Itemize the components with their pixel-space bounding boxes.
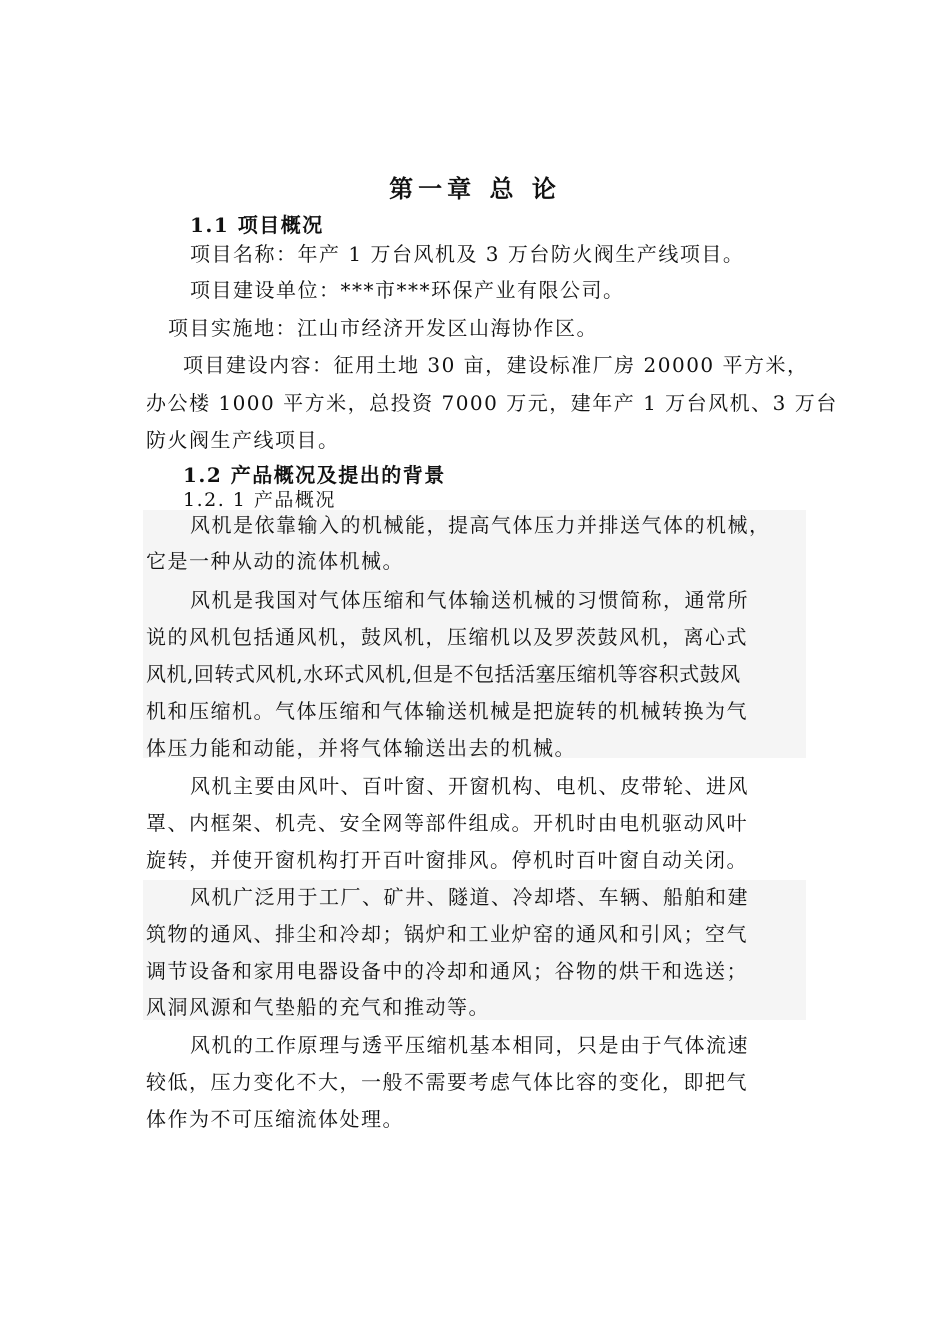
paragraph-line: 风洞风源和气垫船的充气和推动等。 (146, 995, 490, 1019)
project-unit: 项目建设单位：***市***环保产业有限公司。 (190, 278, 625, 302)
paragraph-line: 风机,回转式风机,水环式风机,但是不包括活塞压缩机等容积式鼓风 (146, 662, 741, 686)
paragraph-line: 较低，压力变化不大，一般不需要考虑气体比容的变化，即把气 (146, 1070, 748, 1094)
project-content-line: 办公楼 1000 平方米，总投资 7000 万元，建年产 1 万台风机、3 万台 (146, 391, 838, 415)
paragraph-line: 风机是依靠输入的机械能，提高气体压力并排送气体的机械， (190, 513, 771, 537)
subsection-heading-1-2-1: 1.2. 1 产品概况 (183, 489, 336, 511)
paragraph-line: 风机广泛用于工厂、矿井、隧道、冷却塔、车辆、船舶和建 (190, 885, 749, 909)
project-content-line: 项目建设内容：征用土地 30 亩，建设标准厂房 20000 平方米， (183, 353, 809, 377)
paragraph-line: 它是一种从动的流体机械。 (146, 549, 404, 573)
project-name: 项目名称：年产 1 万台风机及 3 万台防火阀生产线项目。 (190, 242, 745, 266)
project-content-line: 防火阀生产线项目。 (146, 428, 340, 452)
paragraph-line: 罩、内框架、机壳、安全网等部件组成。开机时由电机驱动风叶 (146, 811, 748, 835)
section-heading-1-2: 1.2 产品概况及提出的背景 (183, 463, 446, 487)
section-heading-1-1: 1.1 项目概况 (190, 213, 324, 237)
paragraph-line: 说的风机包括通风机，鼓风机，压缩机以及罗茨鼓风机，离心式 (146, 625, 748, 649)
paragraph-line: 筑物的通风、排尘和冷却；锅炉和工业炉窑的通风和引风；空气 (146, 922, 748, 946)
paragraph-line: 风机是我国对气体压缩和气体输送机械的习惯简称，通常所 (190, 588, 749, 612)
paragraph-line: 风机主要由风叶、百叶窗、开窗机构、电机、皮带轮、进风 (190, 774, 749, 798)
paragraph-line: 机和压缩机。气体压缩和气体输送机械是把旋转的机械转换为气 (146, 699, 748, 723)
paragraph-line: 旋转，并使开窗机构打开百叶窗排风。停机时百叶窗自动关闭。 (146, 848, 748, 872)
chapter-title: 第一章 总 论 (389, 174, 561, 203)
paragraph-line: 体压力能和动能，并将气体输送出去的机械。 (146, 736, 576, 760)
paragraph-line: 调节设备和家用电器设备中的冷却和通风；谷物的烘干和选送； (146, 959, 748, 983)
project-site: 项目实施地：江山市经济开发区山海协作区。 (168, 316, 598, 340)
paragraph-line: 体作为不可压缩流体处理。 (146, 1107, 404, 1131)
paragraph-line: 风机的工作原理与透平压缩机基本相同，只是由于气体流速 (190, 1033, 749, 1057)
